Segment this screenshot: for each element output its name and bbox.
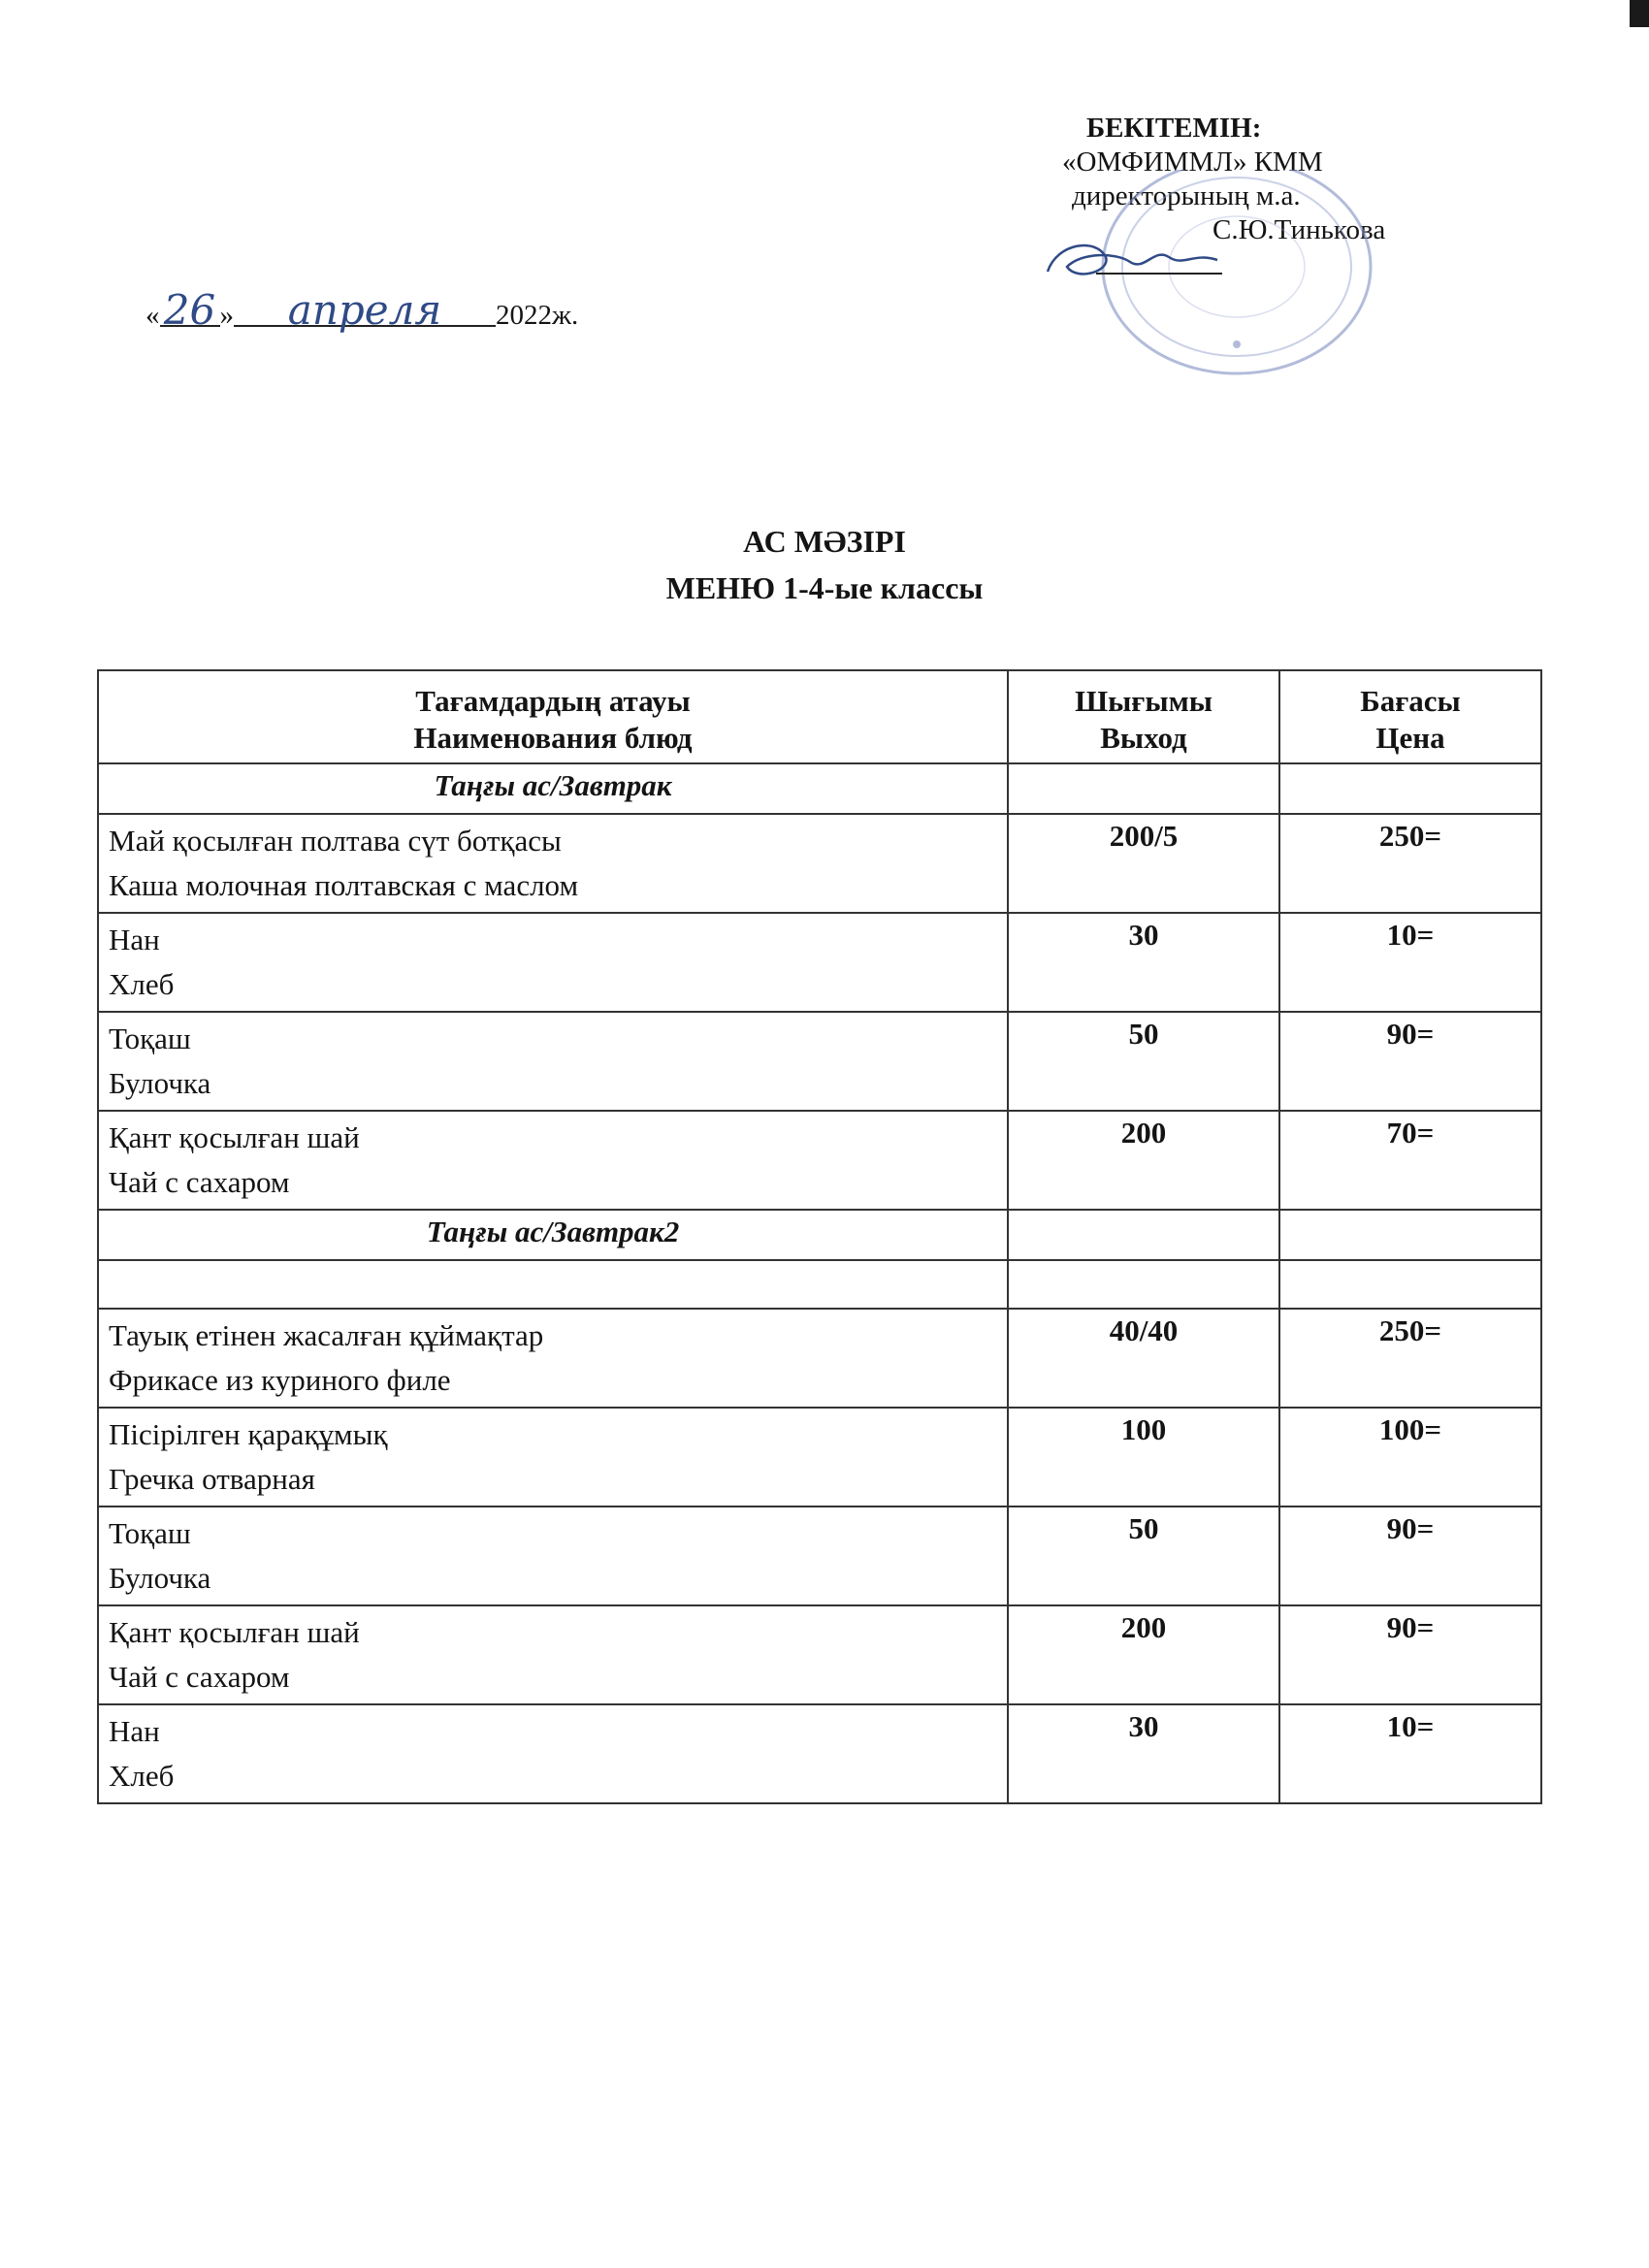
dish-price: 100= bbox=[1279, 1408, 1541, 1507]
dish-name-kk: Май қосылған полтава сүт ботқасы bbox=[109, 824, 562, 858]
header-dish-name-kk: Тағамдардың атауы bbox=[415, 684, 691, 718]
dish-name-ru: Чай с сахаром bbox=[109, 1660, 290, 1694]
dish-price: 250= bbox=[1279, 1309, 1541, 1408]
approval-position: директорының м.а. bbox=[1072, 180, 1301, 211]
header-output-kk: Шығымы bbox=[1075, 684, 1212, 718]
date-open-quote: « bbox=[146, 300, 160, 331]
dish-price: 90= bbox=[1279, 1012, 1541, 1111]
header-output bbox=[1008, 670, 1279, 763]
menu-table bbox=[97, 669, 1542, 1804]
dish-price: 10= bbox=[1279, 1704, 1541, 1803]
date-day: 26 bbox=[160, 296, 220, 327]
dish-name-ru: Гречка отварная bbox=[109, 1462, 315, 1496]
table-row bbox=[98, 814, 1541, 913]
menu-title-ru: МЕНЮ 1-4-ые классы bbox=[665, 570, 984, 605]
section-title: Таңғы ас/Завтрак2 bbox=[98, 1210, 1008, 1260]
table-row bbox=[98, 1704, 1541, 1803]
table-row bbox=[98, 1605, 1541, 1704]
section-row-breakfast2 bbox=[98, 1210, 1541, 1260]
dish-name-ru: Чай с сахаром bbox=[109, 1165, 290, 1199]
dish-output: 50 bbox=[1008, 1507, 1279, 1605]
header-price-ru: Цена bbox=[1375, 721, 1445, 755]
approval-heading: БЕКІТЕМІН: bbox=[1086, 113, 1262, 144]
dish-name-ru: Булочка bbox=[109, 1561, 211, 1595]
dish-name-kk: Қант қосылған шай bbox=[109, 1120, 360, 1154]
approval-org: «ОМФИММЛ» КММ bbox=[1062, 146, 1323, 178]
dish-name-kk: Қант қосылған шай bbox=[109, 1615, 360, 1649]
dish-output: 30 bbox=[1008, 1704, 1279, 1803]
section-title: Таңғы ас/Завтрак bbox=[98, 763, 1008, 814]
dish-name-kk: Нан bbox=[109, 1714, 160, 1748]
dish-output: 200 bbox=[1008, 1111, 1279, 1210]
table-row bbox=[98, 1309, 1541, 1408]
dish-name-ru: Фрикасе из куриного филе bbox=[109, 1363, 451, 1397]
header-dish-name-ru: Наименования блюд bbox=[413, 721, 693, 755]
table-row bbox=[98, 1507, 1541, 1605]
table-row bbox=[98, 1012, 1541, 1111]
dish-output: 200 bbox=[1008, 1605, 1279, 1704]
date-year: 2022ж. bbox=[496, 300, 579, 331]
dish-name-kk: Тоқаш bbox=[109, 1021, 191, 1055]
header-price bbox=[1279, 670, 1541, 763]
header-dish-name bbox=[98, 670, 1008, 763]
header-price-kk: Бағасы bbox=[1360, 684, 1461, 718]
dish-name-kk: Пісірілген қарақұмық bbox=[109, 1417, 388, 1451]
table-row bbox=[98, 1111, 1541, 1210]
dish-name-kk: Тауық етінен жасалған құймақтар bbox=[109, 1318, 544, 1352]
table-row bbox=[98, 913, 1541, 1012]
dish-output: 50 bbox=[1008, 1012, 1279, 1111]
table-header-row bbox=[98, 670, 1541, 763]
menu-title-kk: АС МӘЗІРІ bbox=[743, 524, 906, 559]
scan-edge-mark bbox=[1630, 0, 1649, 27]
dish-output: 100 bbox=[1008, 1408, 1279, 1507]
dish-price: 250= bbox=[1279, 814, 1541, 913]
dish-price: 10= bbox=[1279, 913, 1541, 1012]
dish-price: 90= bbox=[1279, 1507, 1541, 1605]
header-output-ru: Выход bbox=[1100, 721, 1187, 755]
dish-name-kk: Нан bbox=[109, 923, 160, 956]
section-row-breakfast bbox=[98, 763, 1541, 814]
dish-price: 70= bbox=[1279, 1111, 1541, 1210]
date-line bbox=[146, 286, 579, 334]
dish-name-ru: Хлеб bbox=[109, 967, 175, 1001]
dish-name-ru: Хлеб bbox=[109, 1759, 175, 1793]
date-month: апреля bbox=[234, 296, 496, 327]
date-close-quote: » bbox=[219, 300, 234, 331]
empty-row bbox=[98, 1260, 1541, 1309]
dish-output: 30 bbox=[1008, 913, 1279, 1012]
dish-output: 200/5 bbox=[1008, 814, 1279, 913]
dish-output: 40/40 bbox=[1008, 1309, 1279, 1408]
dish-price: 90= bbox=[1279, 1605, 1541, 1704]
approval-name: С.Ю.Тинькова bbox=[1212, 214, 1386, 245]
dish-name-ru: Булочка bbox=[109, 1066, 211, 1100]
table-row bbox=[98, 1408, 1541, 1507]
dish-name-kk: Тоқаш bbox=[109, 1516, 191, 1550]
signature bbox=[1038, 233, 1222, 291]
dish-name-ru: Каша молочная полтавская с маслом bbox=[109, 868, 579, 902]
